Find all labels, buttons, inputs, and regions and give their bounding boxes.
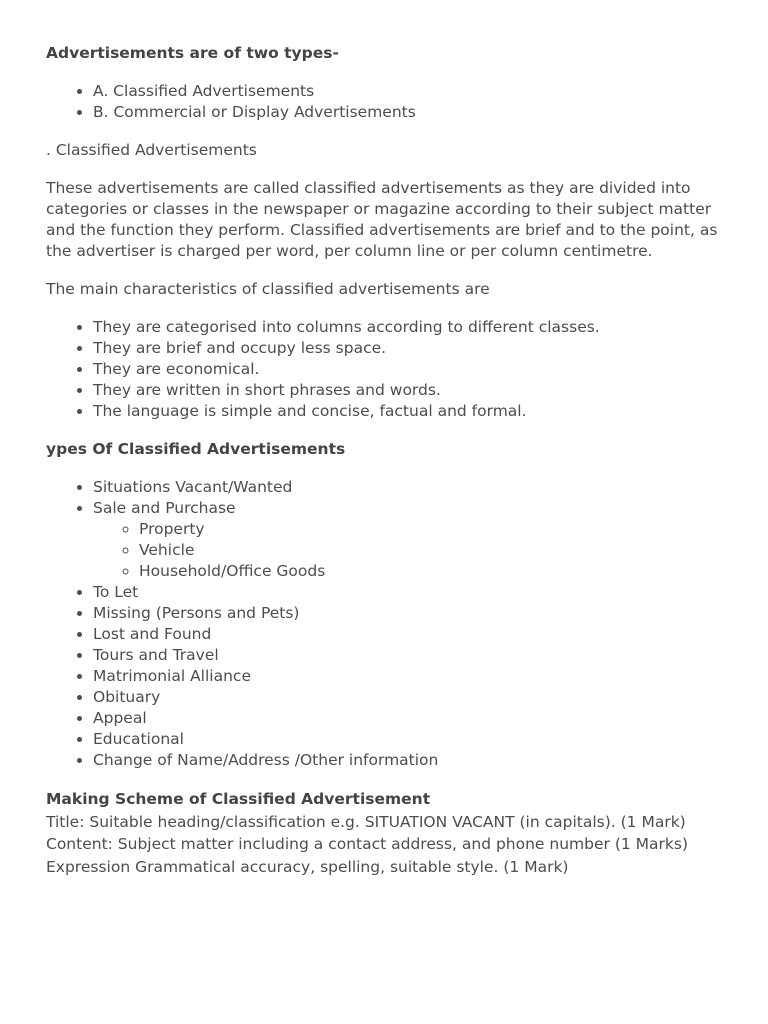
categories-list bbox=[46, 477, 722, 771]
list-item: • Matrimonial Alliance bbox=[93, 666, 722, 687]
list-item: • Obituary bbox=[93, 687, 722, 708]
scheme-heading: Making Scheme of Classified Advertisement bbox=[46, 790, 431, 808]
sublist-item: ◦ Household/Office Goods bbox=[139, 561, 722, 582]
list-item: • They are economical. bbox=[93, 359, 722, 380]
scheme-line-expression: Expression Grammatical accuracy, spelling, suitable style. (1 Mark) bbox=[46, 857, 569, 876]
list-item: • Appeal bbox=[93, 708, 722, 729]
list-item: • They are categorised into columns according to different classes. bbox=[93, 317, 722, 338]
list-item: • Tours and Travel bbox=[93, 645, 722, 666]
list-item-label: Sale and Purchase bbox=[93, 499, 236, 517]
categories-heading: ypes Of Classified Advertisements bbox=[46, 440, 346, 458]
list-item: • Educational bbox=[93, 729, 722, 750]
sale-sublist bbox=[93, 519, 722, 582]
sublist-item: ◦ Property bbox=[139, 519, 722, 540]
types-heading: Advertisements are of two types- bbox=[46, 44, 339, 62]
list-item: • Situations Vacant/Wanted bbox=[93, 477, 722, 498]
scheme-line-title: Title: Suitable heading/classification e.g. SITUATION VACANT (in capitals). (1 Mark) bbox=[46, 812, 686, 831]
characteristics-intro: The main characteristics of classified advertisements are bbox=[46, 280, 490, 298]
characteristics-list bbox=[46, 317, 722, 422]
sublist-item: ◦ Vehicle bbox=[139, 540, 722, 561]
list-item: • Missing (Persons and Pets) bbox=[93, 603, 722, 624]
list-item: • Change of Name/Address /Other information bbox=[93, 750, 722, 771]
list-item: • To Let bbox=[93, 582, 722, 603]
intro-paragraph: These advertisements are called classified advertisements as they are divided into categories or classes in the newspaper or magazine according to their subject matter and the function they perform. Classified advertisements are brief and to the point, as the advertiser is charged per word, per column line or per column centimetre. bbox=[46, 179, 718, 260]
list-item: • A. Classified Advertisements bbox=[93, 81, 722, 102]
list-item: • B. Commercial or Display Advertisements bbox=[93, 102, 722, 123]
list-item: • The language is simple and concise, factual and formal. bbox=[93, 401, 722, 422]
list-item-sale bbox=[93, 498, 722, 582]
classified-heading: . Classified Advertisements bbox=[46, 141, 257, 159]
marking-scheme bbox=[46, 788, 722, 878]
list-item: • They are brief and occupy less space. bbox=[93, 338, 722, 359]
list-item: • Lost and Found bbox=[93, 624, 722, 645]
scheme-line-content: Content: Subject matter including a contact address, and phone number (1 Marks) bbox=[46, 835, 688, 853]
list-item: • They are written in short phrases and words. bbox=[93, 380, 722, 401]
types-list bbox=[46, 81, 722, 123]
